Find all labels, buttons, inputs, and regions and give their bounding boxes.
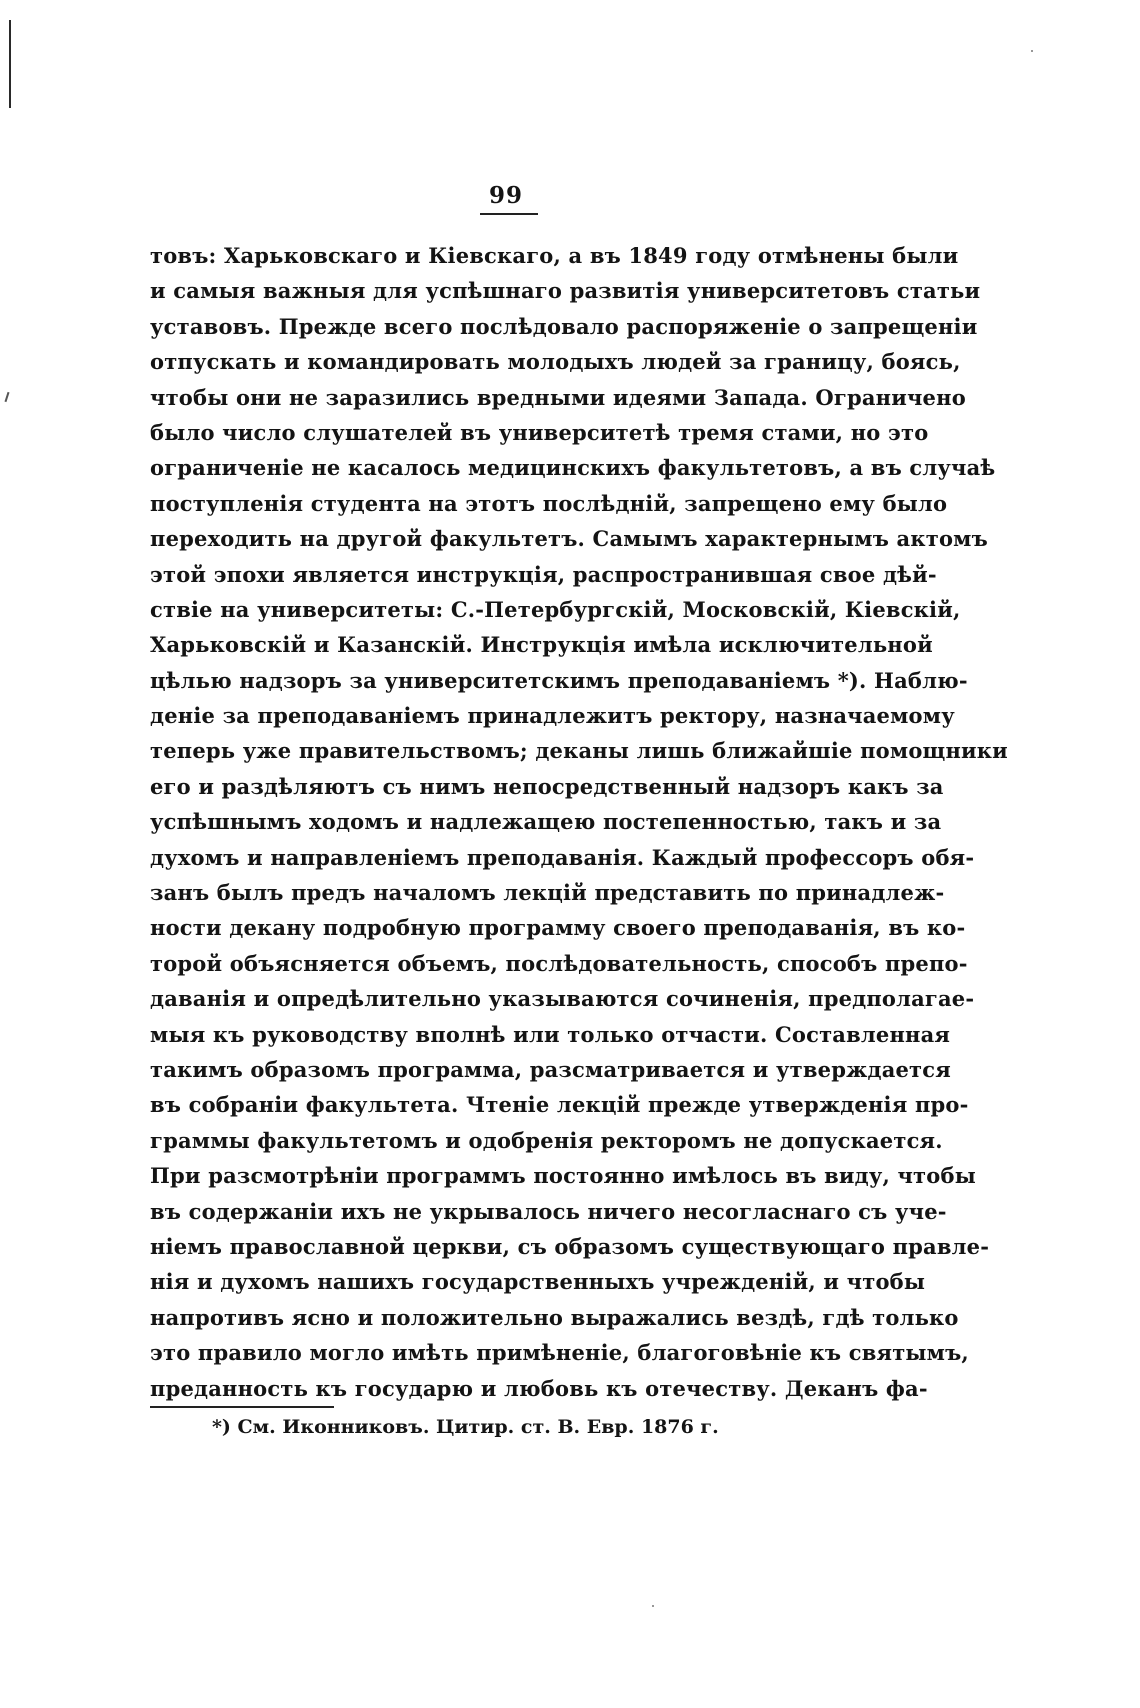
page-number: 99: [488, 182, 523, 209]
text-line: деніе за преподаваніемъ принадлежитъ ректору, назначаемому: [150, 703, 955, 729]
scan-speck: [652, 1605, 654, 1607]
text-line: переходить на другой факультетъ. Самымъ характернымъ актомъ: [150, 526, 988, 552]
text-line: чтобы они не заразились вредными идеями Запада. Ограничено: [150, 384, 966, 410]
text-line: теперь уже правительствомъ; деканы лишь ближайшіе помощники: [150, 738, 1008, 764]
text-line: граммы факультетомъ и одобренія ректоромъ не допускается.: [150, 1127, 943, 1153]
text-line: отпускать и командировать молодыхъ людей за границу, боясь,: [150, 349, 961, 375]
text-line: нія и духомъ нашихъ государственныхъ учрежденій, и чтобы: [150, 1269, 926, 1295]
text-line: ности декану подробную программу своего преподаванія, въ ко-: [150, 915, 966, 941]
text-line: торой объясняется объемъ, послѣдовательность, способъ препо-: [150, 950, 968, 976]
text-line: успѣшнымъ ходомъ и надлежащею постепенностью, такъ и за: [150, 809, 942, 835]
text-line: цѣлью надзоръ за университетскимъ преподаваніемъ *). Наблю-: [150, 667, 968, 693]
text-line: было число слушателей въ университетѣ тремя стами, но это: [150, 419, 929, 445]
text-line: ствіе на университеты: С.-Петербургскій, Московскій, Кіевскій,: [150, 596, 961, 622]
text-line: поступленія студента на этотъ послѣдній, запрещено ему было: [150, 490, 948, 516]
text-line: преданность къ государю и любовь къ отечеству. Деканъ фа-: [150, 1375, 928, 1401]
text-line: Харьковскій и Казанскій. Инструкція имѣла исключительной: [150, 632, 933, 658]
footnote: *) См. Иконниковъ. Цитир. ст. В. Евр. 1876 г.: [212, 1416, 719, 1438]
page-number-rule: [480, 213, 538, 215]
text-line: уставовъ. Прежде всего послѣдовало распоряженіе о запрещеніи: [150, 313, 978, 339]
text-line: мыя къ руководству вполнѣ или только отчасти. Составленная: [150, 1021, 951, 1047]
text-line: въ содержаніи ихъ не укрывалось ничего несогласнаго съ уче-: [150, 1198, 947, 1224]
text-line: занъ былъ предъ началомъ лекцій представить по принадлеж-: [150, 880, 945, 906]
text-line: ніемъ православной церкви, съ образомъ существующаго правле-: [150, 1233, 990, 1259]
left-margin-rule: [9, 20, 11, 108]
text-line: этой эпохи является инструкція, распространившая свое дѣй-: [150, 561, 937, 587]
text-line: и самыя важныя для успѣшнаго развитія университетовъ статьи: [150, 278, 981, 304]
text-line: При разсмотрѣніи программъ постоянно имѣлось въ виду, чтобы: [150, 1163, 976, 1189]
text-line: его и раздѣляютъ съ нимъ непосредственный надзоръ какъ за: [150, 773, 944, 799]
text-line: это правило могло имѣть примѣненіе, благоговѣніе къ святымъ,: [150, 1340, 969, 1366]
text-line: такимъ образомъ программа, разсматривается и утверждается: [150, 1056, 951, 1082]
text-line: даванія и опредѣлительно указываются сочиненія, предполагае-: [150, 986, 975, 1012]
text-line: въ собраніи факультета. Чтеніе лекцій прежде утвержденія про-: [150, 1092, 969, 1118]
scan-speck: [1031, 50, 1033, 52]
footnote-rule: [150, 1406, 334, 1408]
text-line: товъ: Харьковскаго и Кіевскаго, а въ 1849 году отмѣнены были: [150, 243, 959, 268]
text-line: духомъ и направленіемъ преподаванія. Каждый профессоръ обя-: [150, 844, 975, 870]
body-text: [150, 238, 1008, 1406]
text-line: ограниченіе не касалось медицинскихъ факультетовъ, а въ случаѣ: [150, 455, 996, 481]
text-line: напротивъ ясно и положительно выражались вездѣ, гдѣ только: [150, 1304, 959, 1330]
margin-mark: [5, 392, 10, 402]
